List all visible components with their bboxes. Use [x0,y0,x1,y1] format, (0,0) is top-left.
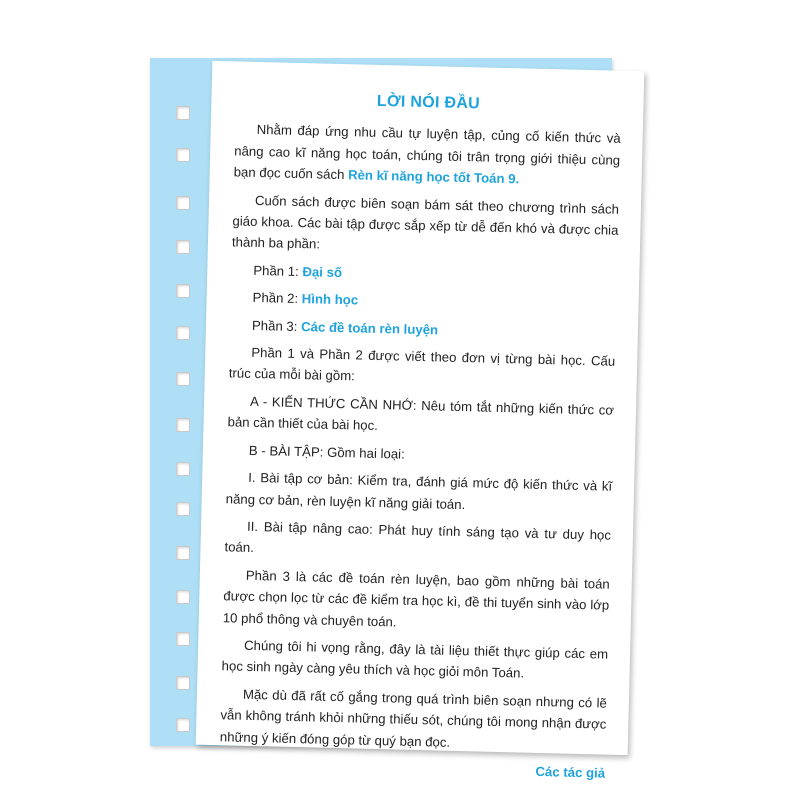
binder-hole [176,148,190,162]
binder-hole [176,590,190,604]
binder-hole [176,196,190,210]
binder-holes [176,0,196,800]
binder-hole [176,326,190,340]
lesson-structure-paragraph: Phần 1 và Phần 2 được viết theo đơn vị từng bài học. Cấu trúc của mỗi bài gồm: [228,344,616,384]
basic-exercises-paragraph: I. Bài tập cơ bản: Kiểm tra, đánh giá mức độ kiến thức và kĩ năng cơ bản, rèn luyện kĩ năng giải toán. [225,469,613,512]
section-b-paragraph: B - BÀI TẬP: Gồm hai loại: [248,442,405,462]
binder-hole [176,284,190,298]
part-3 [230,314,616,345]
part-3-paragraph: Phần 3 là các đề toán rèn luyện, bao gồm những bài toán được chọn lọc từ các đề kiểm tra học kì, đề thi tuyển sinh vào lớp 10 phổ thông và chuyên toán. [222,567,610,630]
intro-text: Nhằm đáp ứng nhu cầu tự luyện tập, củng cố kiến thức và nâng cao kĩ năng học toán, chúng tôi trân trọng giới thiệu cùng bạn đọc cuốn sách [233,122,621,183]
binder-hole [176,718,190,732]
intro-end: . [515,171,520,187]
part-2-label: Phần 2: [252,290,302,307]
closing-paragraph: Mặc dù đã rất cố gắng trong quá trình biên soạn nhưng có lẽ vẫn không tránh khỏi những thiếu sót, chúng tôi mong nhận được những ý kiến đóng góp từ quý bạn đọc. [219,686,608,750]
part-1-name: Đại số [302,263,343,280]
author-signature: Các tác giả [535,763,606,781]
binder-hole [176,372,190,386]
binder-hole [176,676,190,690]
structure-paragraph: Cuốn sách được biên soạn bám sát theo chương trình sách giáo khoa. Các bài tập được sắp xếp từ dễ đến khó và được chia thành ba phần: [231,192,620,252]
book-title: Rèn kĩ năng học tốt Toán 9 [347,167,516,187]
intro-paragraph [233,119,620,193]
binder-hole [176,240,190,254]
hope-paragraph: Chúng tôi hi vọng rằng, đây là tài liệu thiết thực giúp các em học sinh ngày càng yêu thích và học giỏi môn Toán. [221,637,609,681]
preface-page [196,61,645,781]
binder-hole [176,502,190,516]
part-1 [231,259,617,290]
part-3-label: Phần 3: [251,317,302,334]
part-3-name: Các đề toán rèn luyện [300,318,439,338]
part-2 [230,287,616,318]
advanced-exercises-paragraph: II. Bài tập nâng cao: Phát huy tính sáng tạo và tư duy học toán. [224,518,612,556]
binder-hole [176,418,190,432]
part-2-name: Hình học [301,291,359,308]
binder-hole [176,632,190,646]
section-a-paragraph: A - KIẾN THỨC CẦN NHỚ: Nêu tóm tắt những kiến thức cơ bản cần thiết của bài học. [227,393,615,434]
part-1-label: Phần 1: [253,262,303,279]
page-title: LỜI NÓI ĐẦU [376,92,481,113]
binder-hole [176,462,190,476]
binder-hole [176,106,190,120]
binder-hole [176,546,190,560]
